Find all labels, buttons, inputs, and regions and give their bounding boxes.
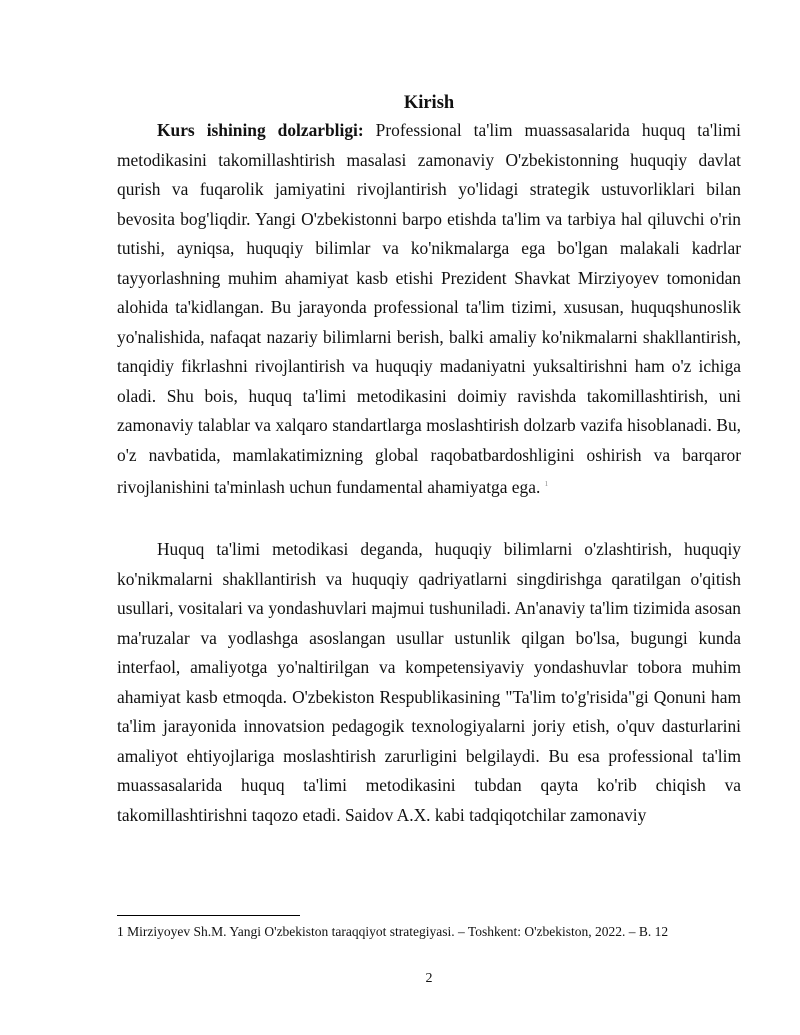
paragraph-2	[117, 535, 741, 830]
footnote: 1 Mirziyoyev Sh.M. Yangi O'zbekiston taraqqiyot strategiyasi. – Toshkent: O'zbekiston, 2022. – B. 12	[117, 924, 669, 939]
page-number: 2	[425, 971, 433, 986]
paragraph-1-text: Professional ta'lim muassasalarida huquq ta'limi metodikasini takomillashtirish masalasi zamonaviy O'zbekistonning huquqiy davlat qurish va fuqarolik jamiyatini rivojlantirish yo'lidagi strategik ustuvorliklari bilan bevosita bog'liqdir. Yangi O'zbekistonni barpo etishda ta'lim va tarbiya hal qiluvchi o'rin tutishi, ayniqsa, huquqiy bilimlar va ko'nikmalarga ega bo'lgan malakali kadrlar tayyorlashning muhim ahamiyat kasb etishi Prezident Shavkat Mirziyoyev tomonidan alohida ta'kidlangan. Bu jarayonda professional ta'lim tizimi, xususan, huquqshunoslik yo'nalishida, nafaqat nazariy bilimlarni berish, balki amaliy ko'nikmalarni shakllantirish, tanqidiy fikrlashni rivojlantirish va huquqiy madaniyatni yuksaltirishni ham o'z ichiga oladi. Shu bois, huquq ta'limi metodikasini doimiy ravishda takomillashtirish, uni zamonaviy talablar va xalqaro standartlarga moslashtirish dolzarb vazifa hisoblanadi. Bu, o'z navbatida, mamlakatimizning global raqobatbardoshligini oshirish va barqaror rivojlanishini ta'minlash uchun fundamental ahamiyatga ega.	[117, 120, 742, 497]
paragraph-1	[117, 116, 741, 502]
paragraph-lead: Kurs ishining dolzarbligi:	[157, 120, 364, 140]
paragraph-2-text: Huquq ta'limi metodikasi deganda, huquqiy bilimlarni o'zlashtirish, huquqiy ko'nikmalarni shakllantirish va huquqiy qadriyatlarni singdirishga qaratilgan o'qitish usullari, vositalari va yondashuvlari majmui tushuniladi. An'anaviy ta'lim tizimida asosan ma'ruzalar va yodlashga asoslangan usullar ustunlik qilgan bo'lsa, bugungi kunda interfaol, amaliyotga yo'naltirilgan va kompetensiyaviy yondashuvlar tobora muhim ahamiyat kasb etmoqda. O'zbekiston Respublikasining "Ta'lim to'g'risida"gi Qonuni ham ta'lim jarayonida innovatsion pedagogik texnologiyalarni joriy etish, o'quv dasturlarini amaliyot ehtiyojlariga moslashtirish zarurligini belgilaydi. Bu esa professional ta'lim muassasalarida huquq ta'limi metodikasini tubdan qayta ko'rib chiqish va takomillashtirishni taqozo etadi. Saidov A.X. kabi tadqiqotchilar zamonaviy	[117, 539, 741, 825]
footnote-divider	[117, 915, 300, 916]
section-title: Kirish	[403, 93, 455, 113]
footnote-reference: 1	[544, 480, 549, 488]
